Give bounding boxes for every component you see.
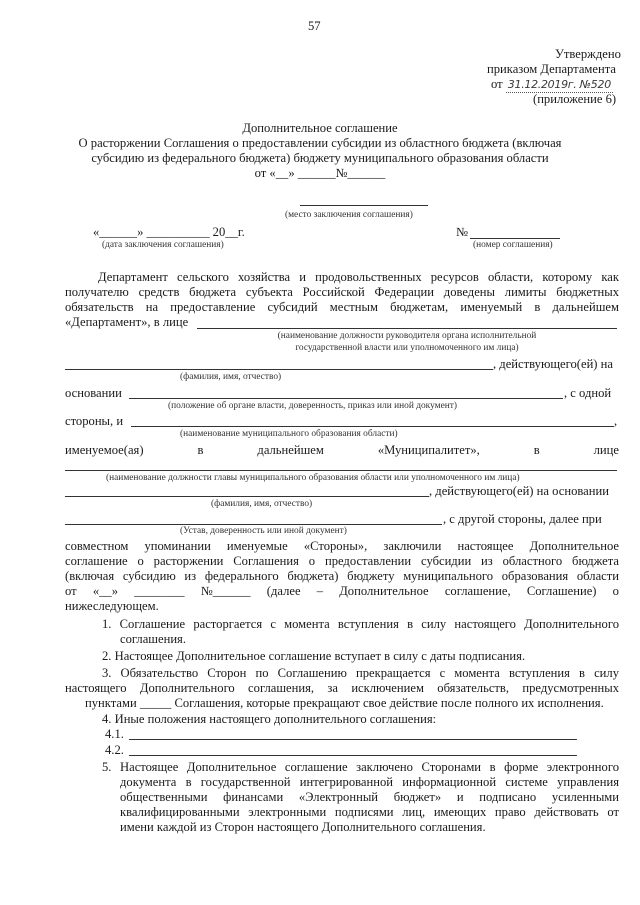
item-5-line-4: квалифицированными электронными подписями лиц, имеющих право действовать от bbox=[120, 805, 619, 819]
agreement-para-line-1: совместном упоминании именуемые «Стороны», заключили настоящее Дополнительное bbox=[65, 539, 619, 553]
number-caption: (номер соглашения) bbox=[473, 240, 553, 250]
date-caption: (дата заключения соглашения) bbox=[102, 240, 224, 250]
title-date-line: от «__» ______№______ bbox=[254, 166, 386, 180]
item-2: 2. Настоящее Дополнительное соглашение вступает в силу с даты подписания. bbox=[102, 649, 526, 663]
caption-municipal-head: (наименование должности главы муниципального образования области или уполномоченного им лица) bbox=[106, 473, 520, 483]
caption-fio-2: (фамилия, имя, отчество) bbox=[211, 499, 313, 509]
sides-and-label: стороны, и bbox=[65, 414, 124, 428]
approval-from bbox=[491, 77, 613, 93]
title-subject-line-2: субсидию из федерального бюджета) бюджету муниципального образования области bbox=[91, 151, 549, 165]
place-caption: (место заключения соглашения) bbox=[285, 210, 413, 220]
para4-word-7: Дополнительное bbox=[339, 584, 429, 598]
item-4: 4. Иные положения настоящего дополнительного соглашения: bbox=[102, 712, 437, 726]
municipal-head-name-field bbox=[65, 496, 429, 497]
item-5-line-3: общественными финансами «Электронный бюджет» и подписано усиленными bbox=[120, 790, 619, 804]
agreement-number-label: № bbox=[456, 225, 469, 239]
agreement-para-line-5: нижеследующем. bbox=[65, 599, 159, 613]
page-number: 57 bbox=[308, 19, 321, 33]
item-3-line-2: настоящего Дополнительного соглашения, за исключением обязательств, предусмотренных bbox=[65, 681, 619, 695]
basis-label: основании bbox=[65, 386, 122, 400]
caption-charter: (Устав, доверенность или иной документ) bbox=[180, 526, 347, 536]
named-word-2: в bbox=[197, 443, 204, 457]
caption-fio-1: (фамилия, имя, отчество) bbox=[180, 372, 282, 382]
department-head-field bbox=[197, 328, 617, 329]
title-subject-line-1: О расторжении Соглашения о предоставлении субсидии из областного бюджета (включая bbox=[78, 136, 562, 150]
one-side-label: , с одной bbox=[564, 386, 612, 400]
agreement-para-line-3: (включая субсидию из федерального бюджета) бюджету муниципального образования области bbox=[65, 569, 619, 583]
named-word-4: «Муниципалитет», bbox=[377, 443, 480, 457]
named-word-6: лице bbox=[593, 443, 619, 457]
preamble-line-3: обязательств на предоставление субсидий местным бюджетам, именуемый в дальнейшем bbox=[65, 300, 619, 314]
agreement-date-field: «______» __________ 20__г. bbox=[93, 225, 245, 239]
acting-label-1: , действующего(ей) на bbox=[493, 357, 613, 371]
item-4-1-label: 4.1. bbox=[105, 727, 124, 741]
item-1-line-2: соглашения. bbox=[120, 632, 186, 646]
named-word-5: в bbox=[533, 443, 540, 457]
document-title: Дополнительное соглашение bbox=[242, 121, 398, 135]
approval-from-label: от bbox=[491, 77, 503, 91]
place-field-line bbox=[300, 205, 428, 206]
municipal-basis-field bbox=[65, 524, 442, 525]
item-5-line-1: 5. Настоящее Дополнительное соглашение заключено Сторонами в форме электронного bbox=[102, 760, 619, 774]
basis-field bbox=[129, 398, 563, 399]
approval-line-1: Утверждено bbox=[555, 47, 621, 61]
preamble-line-1: Департамент сельского хозяйства и продовольственных ресурсов области, которому как bbox=[98, 270, 619, 284]
item-1-line-1: 1. Соглашение расторгается с момента вступления в силу настоящего Дополнительного bbox=[102, 617, 619, 631]
acting-label-2: , действующего(ей) на основании bbox=[429, 484, 609, 498]
para4-word-4: №______ bbox=[200, 584, 251, 598]
named-line bbox=[65, 443, 619, 458]
agreement-para-line-2: соглашение о расторжении Соглашения о предоставлении субсидии из областного бюджета bbox=[65, 554, 619, 568]
caption-department-head-1: (наименование должности руководителя органа исполнительной bbox=[277, 331, 537, 341]
item-3-line-3: пунктами _____ Соглашения, которые прекращают свое действие после полного их исполнения. bbox=[85, 696, 604, 710]
named-word-1: именуемое(ая) bbox=[65, 443, 144, 457]
department-head-name-field bbox=[65, 369, 493, 370]
para4-word-8: соглашение, bbox=[444, 584, 511, 598]
approval-line-2: приказом Департамента bbox=[487, 62, 616, 76]
caption-basis-doc: (положение об органе власти, доверенность, приказ или иной документ) bbox=[168, 401, 457, 411]
item-4-2-field bbox=[129, 755, 577, 756]
municipality-comma: , bbox=[614, 414, 618, 428]
agreement-number-line bbox=[470, 238, 560, 239]
para4-word-6: – bbox=[316, 584, 324, 598]
preamble-line-2: получателю средств бюджета субъекта Российской Федерации доведены лимиты бюджетных bbox=[65, 285, 619, 299]
approval-appendix: (приложение 6) bbox=[533, 92, 617, 106]
item-4-1-field bbox=[129, 739, 577, 740]
approval-handwritten-date: 31.12.2019г. №520 bbox=[507, 78, 611, 91]
other-side-label: , с другой стороны, далее при bbox=[443, 512, 602, 526]
preamble-line-4: «Департамент», в лице bbox=[65, 315, 189, 329]
municipality-field bbox=[131, 426, 614, 427]
para4-word-5: (далее bbox=[266, 584, 301, 598]
para4-word-2: «__» bbox=[92, 584, 119, 598]
para4-word-3: ________ bbox=[134, 584, 185, 598]
para4-word-9: Соглашение) bbox=[526, 584, 597, 598]
municipal-head-field bbox=[65, 470, 617, 471]
item-3-line-1: 3. Обязательство Сторон по Соглашению прекращается с момента вступления в силу bbox=[102, 666, 619, 680]
caption-municipality: (наименование муниципального образования области) bbox=[180, 429, 398, 439]
item-5-line-2: документа в государственной интегрированной информационной системе управления bbox=[120, 775, 619, 789]
item-4-2-label: 4.2. bbox=[105, 743, 124, 757]
para4-word-10: о bbox=[612, 584, 619, 598]
para4-word-1: от bbox=[65, 584, 77, 598]
caption-department-head-2: государственной власти или уполномоченного им лица) bbox=[295, 343, 519, 353]
named-word-3: дальнейшем bbox=[257, 443, 324, 457]
agreement-para-line-4 bbox=[65, 584, 619, 599]
item-5-line-5: имени каждой из Сторон настоящего Дополнительного соглашения. bbox=[120, 820, 486, 834]
